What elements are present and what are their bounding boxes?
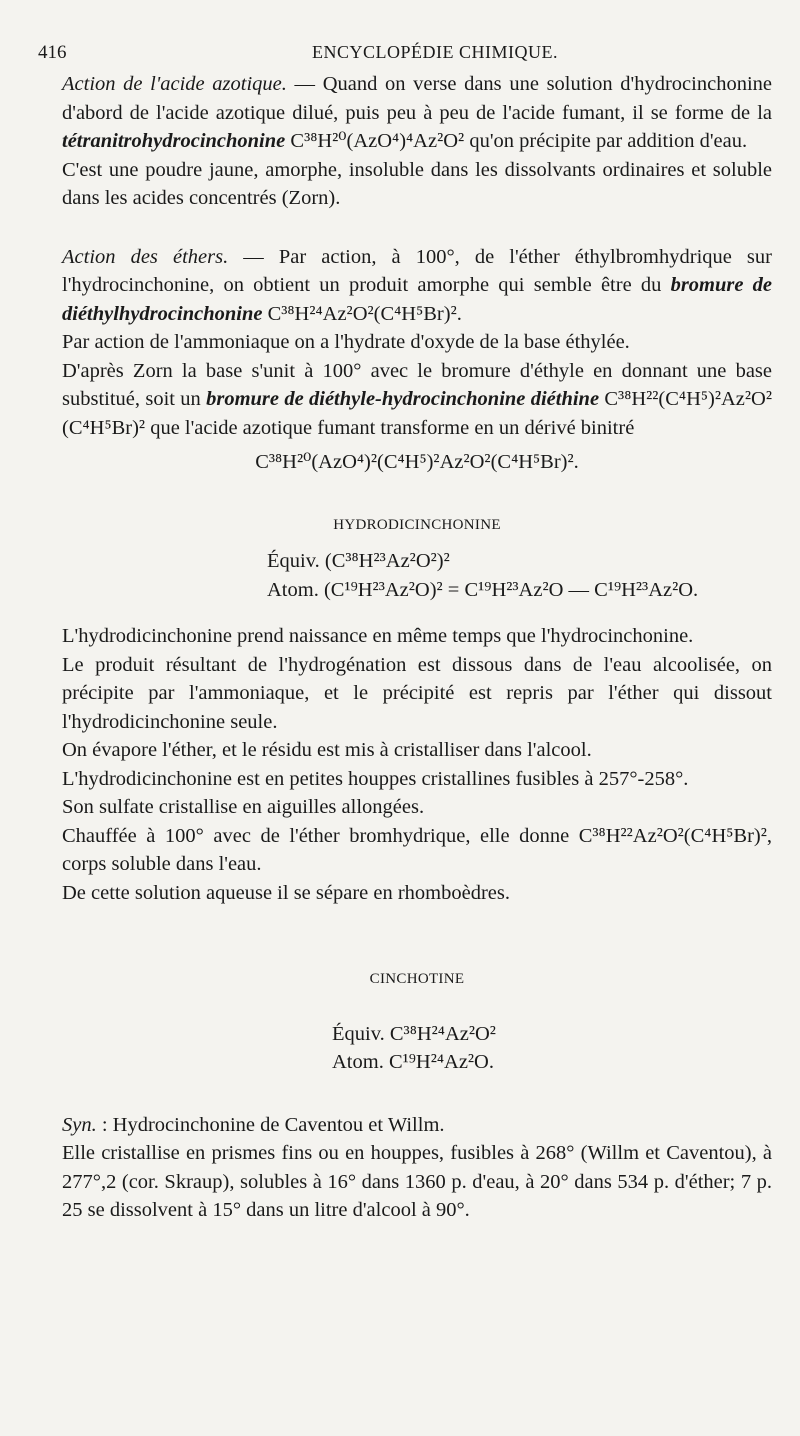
- hydro-p4: L'hydrodicinchonine est en petites houppes cristallines fusibles à 257°-258°.: [62, 767, 689, 790]
- ethers-lead: Action des éthers.: [62, 245, 229, 268]
- ethers-paragraph-2: Par action de l'ammoniaque on a l'hydrate d'oxyde de la base éthylée.: [62, 331, 630, 353]
- cinchotine-equiv: Équiv. C³⁸H²⁴Az²O²: [332, 1022, 496, 1045]
- page-number: 416: [38, 42, 67, 63]
- running-title: ENCYCLOPÉDIE CHIMIQUE.: [312, 42, 558, 62]
- hydro-p7: De cette solution aqueuse il se sépare en rhomboèdres.: [62, 881, 510, 904]
- hydro-p6: Chauffée à 100° avec de l'éther bromhydrique, elle donne C³⁸H²²Az²O²(C⁴H⁵Br)², corps soluble dans l'eau.: [62, 824, 772, 875]
- binitre-formula: C³⁸H²⁰(AzO⁴)²(C⁴H⁵)²Az²O²(C⁴H⁵Br)².: [255, 451, 579, 473]
- hydro-p2: Le produit résultant de l'hydrogénation est dissous dans de l'eau alcoolisée, on précipite par l'ammoniaque, et le précipité est repris par l'éther qui dissout l'hydrodicinchonine seule.: [62, 653, 772, 733]
- cinchotine-atom: Atom. C¹⁹H²⁴Az²O.: [332, 1051, 494, 1073]
- hydrodicinchonine-atom: Atom. (C¹⁹H²³Az²O)² = C¹⁹H²³Az²O — C¹⁹H²³Az²O.: [267, 578, 699, 601]
- section-title-cinchotine: CINCHOTINE: [369, 971, 465, 987]
- ethers-compound: bromure de diéthylhydrocinchonine: [62, 274, 773, 325]
- hydro-p1: L'hydrodicinchonine prend naissance en même temps que l'hydrocinchonine.: [62, 625, 694, 647]
- acid-paragraph-2: C'est une poudre jaune, amorphe, insoluble dans les dissolvants ordinaires et soluble dans les acides concentrés (Zorn).: [62, 158, 772, 209]
- section-title-hydrodicinchonine: HYDRODICINCHONINE: [333, 516, 501, 533]
- acid-lead: Action de l'acide azotique.: [62, 73, 287, 95]
- cinchotine-p1: Elle cristallise en prismes fins ou en houppes, fusibles à 268° (Willm et Caventou), à 277°,2 (cor. Skraup), solubles à 16° dans 1360 p. d'eau, à 20° dans 534 p. d'éther; 7 p. 25 se dissolvent à 15° dans un litre d'alcool à 90°.: [62, 1142, 772, 1221]
- acid-paragraph: Action de l'acide azotique. — Quand on verse dans une solution d'hydrocinchonine d'abord de l'acide azotique dilué, puis peu à peu de l'acide fumant, il se forme de la tétranitrohydrocinchonine C³⁸H²⁰(AzO⁴)⁴Az²O² qu'on précipite par addition d'eau.: [62, 73, 772, 152]
- page-header: [38, 38, 772, 66]
- syn-label: Syn.: [62, 1113, 97, 1136]
- cinchotine-syn: Syn. : Hydrocinchonine de Caventou et Willm.: [62, 1113, 445, 1136]
- hydro-p3: On évapore l'éther, et le résidu est mis à cristalliser dans l'alcool.: [62, 739, 592, 761]
- ethers-compound-2: bromure de diéthyle-hydrocinchonine diéthine: [206, 388, 600, 410]
- hydro-p5: Son sulfate cristallise en aiguilles allongées.: [62, 796, 425, 818]
- ethers-paragraph-3: D'après Zorn la base s'unit à 100° avec le bromure d'éthyle en donnant une base substitué, soit un bromure de diéthyle-hydrocinchonine diéthine C³⁸H²²(C⁴H⁵)²Az²O² (C⁴H⁵Br)² que l'acide azotique fumant transforme en un dérivé binitré: [62, 359, 773, 439]
- acid-compound: tétranitrohydrocinchonine: [62, 130, 286, 152]
- hydrodicinchonine-equiv: Équiv. (C³⁸H²³Az²O²)²: [267, 550, 450, 572]
- ethers-paragraph: Action des éthers. — Par action, à 100°, de l'éther éthylbromhydrique sur l'hydrocinchonine, on obtient un produit amorphe qui semble être du bromure de diéthylhydrocinchonine C³⁸H²⁴Az²O²(C⁴H⁵Br)².: [62, 245, 773, 325]
